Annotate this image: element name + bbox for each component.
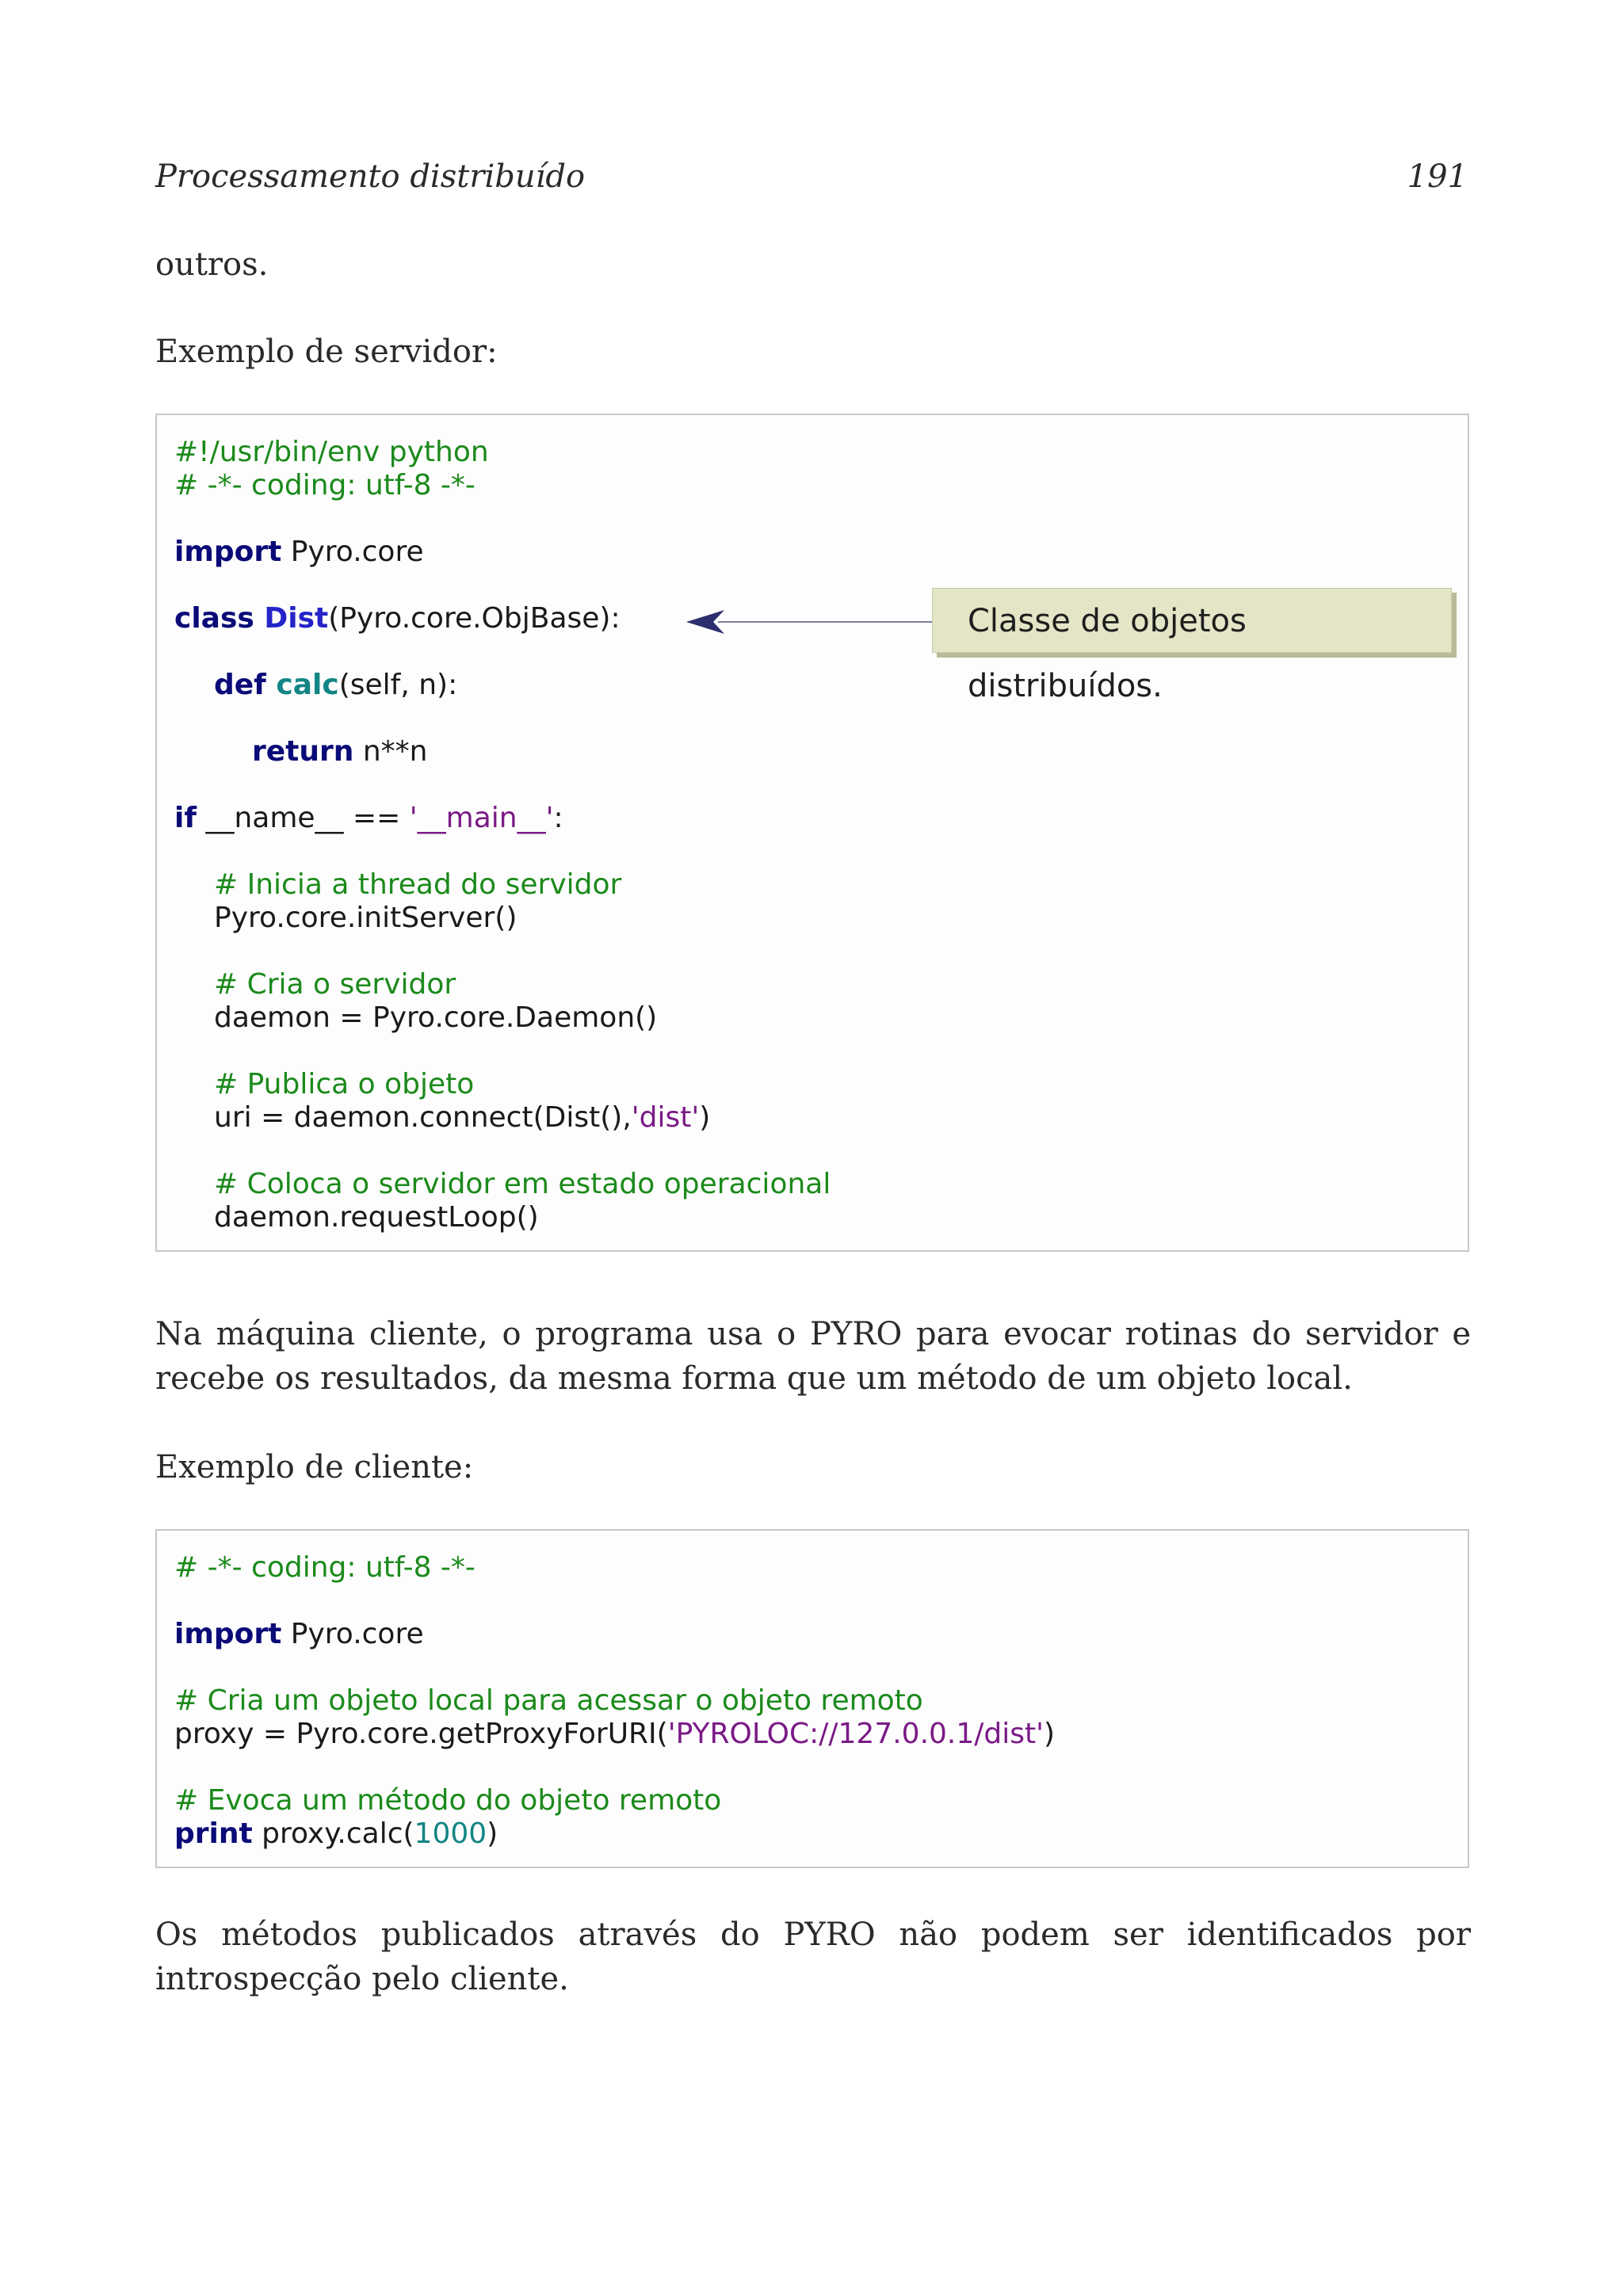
proxy-close: ) (1044, 1718, 1056, 1750)
paragraph-server-example: Exemplo de servidor: (155, 334, 498, 370)
connect-string: 'dist' (631, 1101, 700, 1134)
function-name: calc (265, 669, 339, 701)
client-comment-invoke: # Evoca um método do objeto remoto (174, 1784, 722, 1817)
chapter-title: Processamento distribuído (155, 158, 586, 195)
proxy-uri-string: 'PYROLOC://127.0.0.1/dist' (667, 1718, 1044, 1750)
code-import-line (174, 536, 424, 569)
import-module: Pyro.core (281, 536, 424, 568)
keyword-class: class (174, 602, 254, 635)
client-keyword-import: import (174, 1618, 282, 1650)
class-base: (Pyro.core.ObjBase): (328, 602, 621, 635)
client-print-line (174, 1817, 498, 1851)
client-proxy-line (174, 1718, 1055, 1751)
connect-close: ) (699, 1101, 711, 1134)
client-code-coding: # -*- coding: utf-8 -*- (174, 1551, 475, 1584)
paragraph-introspection: Os métodos publicados através do PYRO não podem ser identificados por introspecção pelo cliente. (155, 1917, 1471, 1997)
print-close: ) (487, 1817, 498, 1850)
if-string: '__main__' (409, 802, 554, 834)
client-comment-proxy: # Cria um objeto local para acessar o objeto remoto (174, 1684, 923, 1717)
code-class-line (174, 602, 621, 635)
keyword-import: import (174, 536, 282, 568)
callout-arrow (686, 610, 934, 634)
code-comment-publish: # Publica o objeto (214, 1068, 475, 1100)
keyword-if: if (174, 802, 197, 834)
if-colon: : (553, 802, 563, 834)
code-daemon: daemon = Pyro.core.Daemon() (214, 1001, 658, 1034)
paragraph-outros: outros. (155, 246, 269, 283)
page-number: 191 (1407, 158, 1468, 195)
callout-box: Classe de objetos distribuídos. (932, 588, 1452, 653)
code-comment-create: # Cria o servidor (214, 968, 456, 1001)
keyword-def: def (214, 669, 266, 701)
print-expression: proxy.calc( (252, 1817, 414, 1850)
code-shebang: #!/usr/bin/env python (174, 436, 489, 468)
code-init-server: Pyro.core.initServer() (214, 902, 517, 934)
code-request-loop: daemon.requestLoop() (214, 1201, 539, 1234)
class-name: Dist (254, 602, 329, 635)
return-expression: n**n (353, 735, 428, 768)
running-head (155, 158, 1468, 203)
code-if-line (174, 802, 563, 835)
keyword-print: print (174, 1817, 253, 1850)
proxy-call: proxy = Pyro.core.getProxyForURI( (174, 1718, 668, 1750)
function-args: (self, n): (338, 669, 458, 701)
print-number: 1000 (414, 1817, 487, 1850)
paragraph-client-example: Exemplo de cliente: (155, 1449, 474, 1486)
connect-call: uri = daemon.connect(Dist(), (214, 1101, 632, 1134)
if-expression: __name__ == (197, 802, 410, 834)
code-comment-loop: # Coloca o servidor em estado operacional (214, 1168, 831, 1200)
code-return-line (252, 735, 427, 769)
paragraph-client-description: Na máquina cliente, o programa usa o PYRO para evocar rotinas do servidor e recebe os resultados, da mesma forma que um método de um objeto local. (155, 1316, 1471, 1397)
code-def-line (214, 669, 457, 702)
client-code-import (174, 1618, 424, 1651)
code-connect-line (214, 1101, 710, 1135)
code-coding: # -*- coding: utf-8 -*- (174, 469, 475, 502)
keyword-return: return (252, 735, 354, 768)
code-comment-init: # Inicia a thread do servidor (214, 868, 622, 901)
client-import-module: Pyro.core (281, 1618, 424, 1650)
